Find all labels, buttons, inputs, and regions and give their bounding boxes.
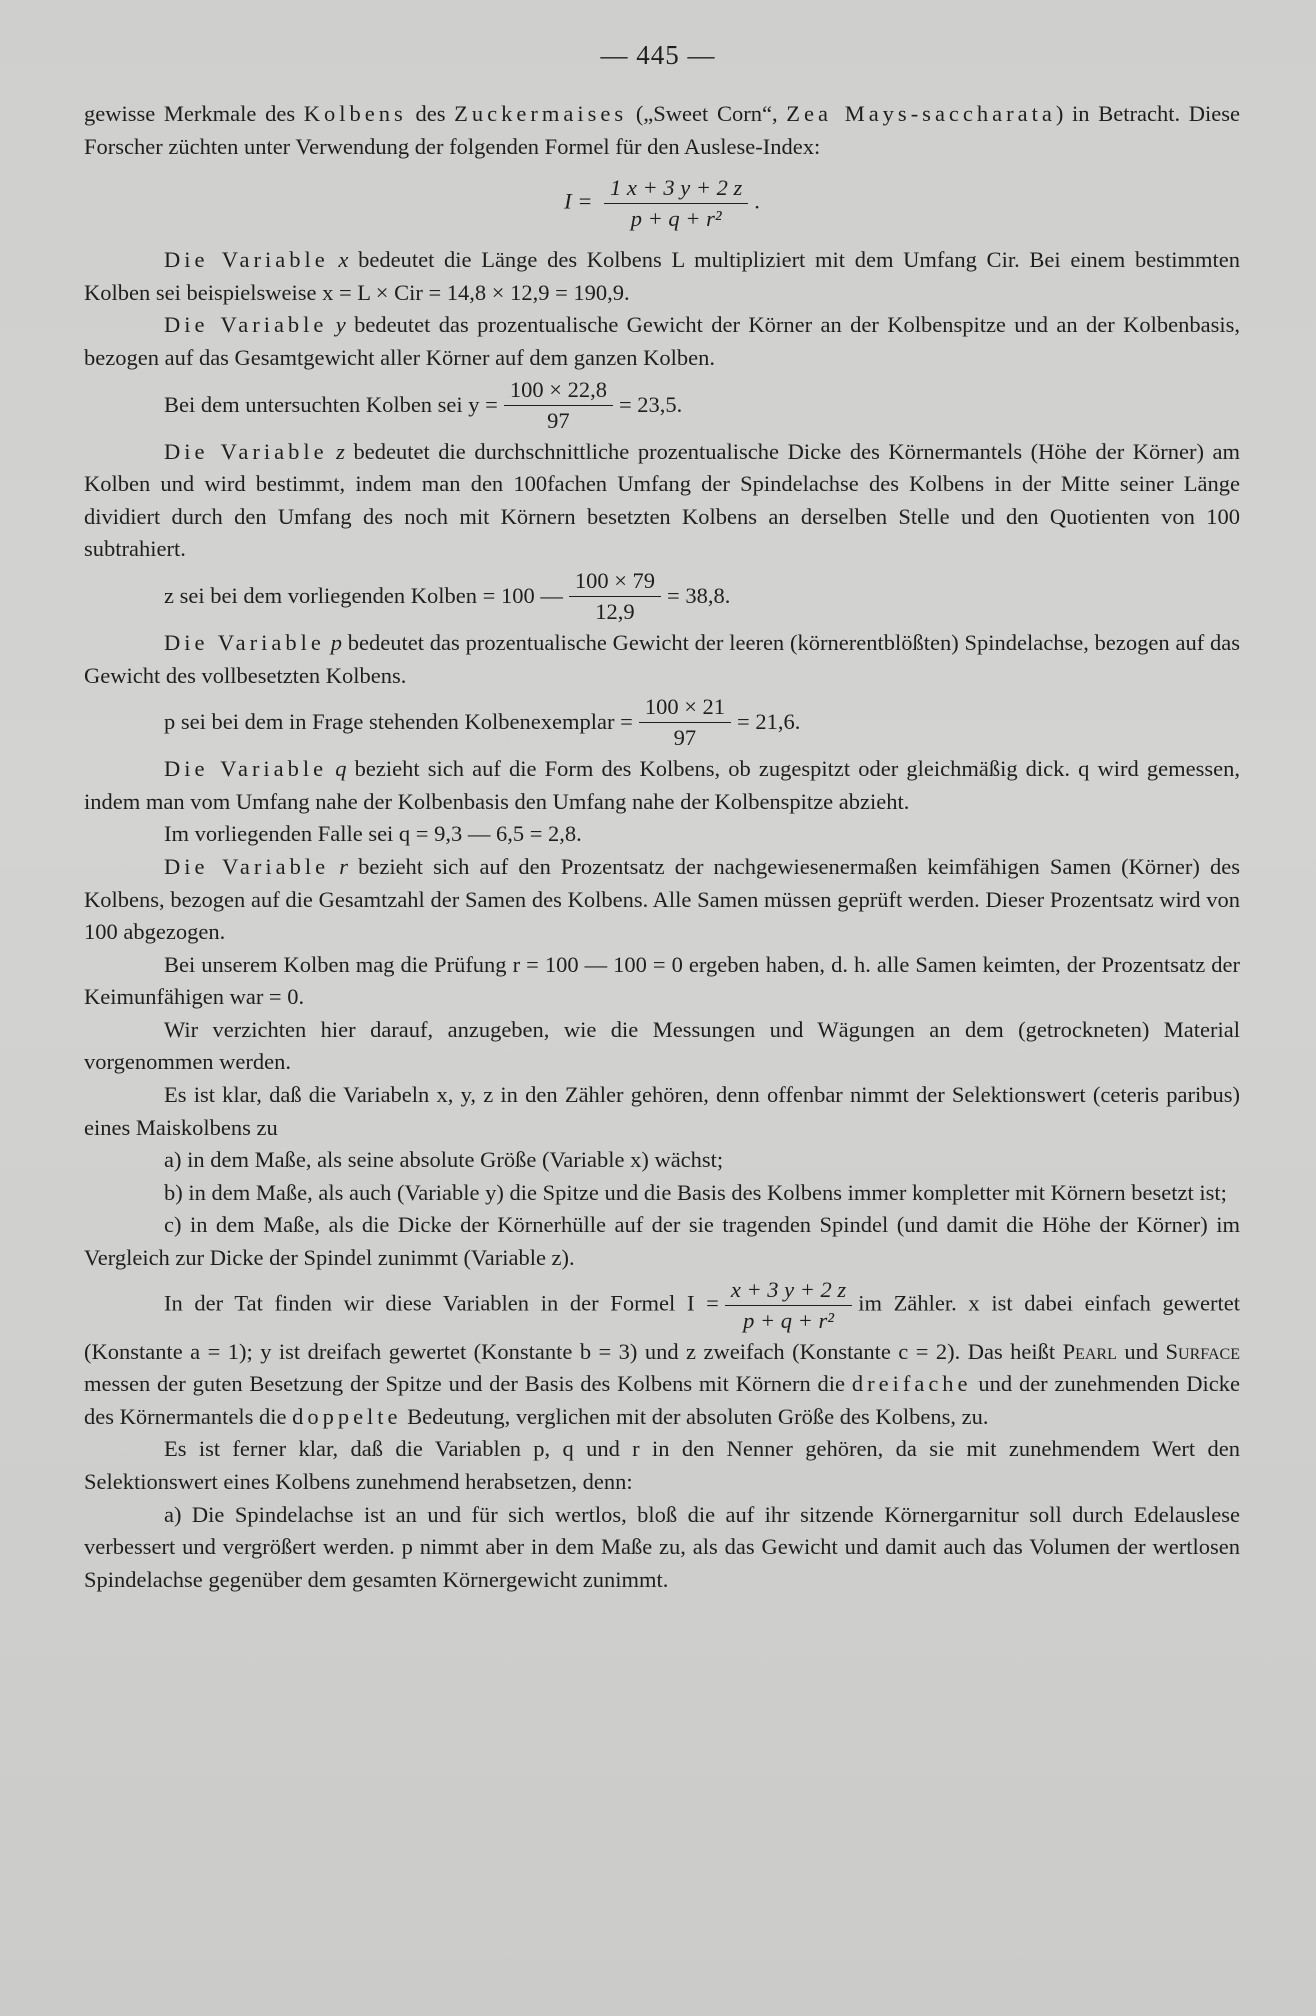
paragraph-q-value: Im vorliegenden Falle sei q = 9,3 — 6,5 = 2,8.: [164, 821, 582, 847]
formula-y: Bei dem untersuchten Kolben sei y = $\frac{100 \times 22,8}{97}$ = 23,5.: [164, 376, 683, 433]
formula-z: z sei bei dem vorliegenden Kolben = 100 — $\frac{100 \times 79}{12,9}$ = 38,8.: [164, 567, 731, 624]
page-number: — 445 —: [600, 40, 716, 70]
paragraph-numerator: Es ist klar, daß die Variabeln x, y, z in den Zähler gehören, denn offenbar nimmt der Selektionswert (ceteris paribus) eines Maiskolbens zu: [84, 1082, 1240, 1140]
paragraph-formula-explanation: In der Tat finden wir diese Variablen in der Formel I = $\frac{x + 3 y + 2 z}{\text{p + q + r²}}$ im Zähler. x ist dabei einfach gewertet (Konstante a = 1); y ist dreifach gewertet (Konstante b = 3) und z zweifach (Konstante c = 2). Das heißt Pearl und Surface messen der guten Besetzung der Spitze und der Basis des Kolbens mit Körnern die dreifache und der zunehmenden Dicke des Körnermantels die doppelte Bedeutung, verglichen mit der absoluten Größe des Kolbens, zu.: [84, 1276, 1240, 1429]
paragraph-variable-z: Die Variable z bedeutet die durchschnittliche prozentualische Dicke des Körnermantels (Höhe der Körner) am Kolben und wird bestimmt, indem man den 100fachen Umfang der Spindelachse des Kolbens in der Mitte seiner Länge dividiert durch den Umfang des noch mit Körnern besetzten Kolbens an derselben Stelle und den Quotienten von 100 subtrahiert.: [84, 438, 1240, 562]
paragraph-r-value: Bei unserem Kolben mag die Prüfung r = 100 — 100 = 0 ergeben haben, d. h. alle Samen keimten, der Prozentsatz der Keimunfähigen war = 0.: [84, 951, 1240, 1010]
list-item-a: a) in dem Maße, als seine absolute Größe (Variable x) wächst;: [164, 1147, 724, 1173]
paragraph-intro: gewisse Merkmale des Kolbens des Zuckermaises („Sweet Corn“, Zea Mays-saccharata) in Betracht. Diese Forscher züchten unter Verwendung der folgenden Formel für den Auslese-Index:: [84, 101, 1240, 159]
formula-p: p sei bei dem in Frage stehenden Kolbenexemplar = $\frac{100 \times 21}{97}$ = 21,6.: [164, 694, 801, 751]
paragraph-variable-y: Die Variable y bedeutet das prozentualische Gewicht der Körner an der Kolbenspitze und an der Kolbenbasis, bezogen auf das Gesamtgewicht aller Körner auf dem ganzen Kolben.: [84, 312, 1240, 370]
paragraph-denominator: Es ist ferner klar, daß die Variablen p, q und r in den Nenner gehören, da sie mit zunehmendem Wert den Selektionswert eines Kolbens zunehmend herabsetzen, denn:: [84, 1436, 1240, 1494]
body-text: [84, 98, 1240, 1596]
paragraph-measurement: Wir verzichten hier darauf, anzugeben, wie die Messungen und Wägungen an dem (getrockneten) Material vorgenommen werden.: [84, 1016, 1240, 1075]
paragraph-variable-p: Die Variable p bedeutet das prozentualische Gewicht der leeren (körnerentblößten) Spindelachse, bezogen auf das Gewicht des vollbesetzten Kolbens.: [84, 629, 1241, 688]
formula-index: I = $\frac{1 x + 3 y + 2 z}{\text{p + q + r²}}$ .: [564, 175, 760, 232]
paragraph-variable-r: Die Variable r bezieht sich auf den Prozentsatz der nachgewiesenermaßen keimfähigen Samen (Körner) des Kolbens, bezogen auf die Gesamtzahl der Samen des Kolbens. Alle Samen müssen geprüft werden. Dieser Prozentsatz wird von 100 abgezogen.: [84, 853, 1240, 945]
paragraph-variable-q: Die Variable q bezieht sich auf die Form des Kolbens, ob zugespitzt oder gleichmäßig dick. q wird gemessen, indem man vom Umfang nahe der Kolbenbasis den Umfang nahe der Kolbenspitze abzieht.: [84, 756, 1240, 814]
list-item-b: b) in dem Maße, als auch (Variable y) die Spitze und die Basis des Kolbens immer kompletter mit Körnern besetzt ist;: [164, 1179, 1227, 1205]
paragraph-variable-x: Die Variable x bedeutet die Länge des Kolbens L multipliziert mit dem Umfang Cir. Bei einem bestimmten Kolben sei beispielsweise x = L × Cir = 14,8 × 12,9 = 190,9.: [84, 247, 1240, 305]
list-item-denominator-a: a) Die Spindelachse ist an und für sich wertlos, bloß die auf ihr sitzende Körnergarnitur soll durch Edelauslese verbessert und vergrößert werden. p nimmt aber in dem Maße zu, als das Gewicht und damit auch das Volumen der wertlosen Spindelachse gegenüber dem gesamten Körnergewicht zunimmt.: [84, 1501, 1240, 1592]
list-item-c: c) in dem Maße, als die Dicke der Körnerhülle auf der sie tragenden Spindel (und damit die Höhe der Körner) im Vergleich zur Dicke der Spindel zunimmt (Variable z).: [84, 1212, 1240, 1271]
